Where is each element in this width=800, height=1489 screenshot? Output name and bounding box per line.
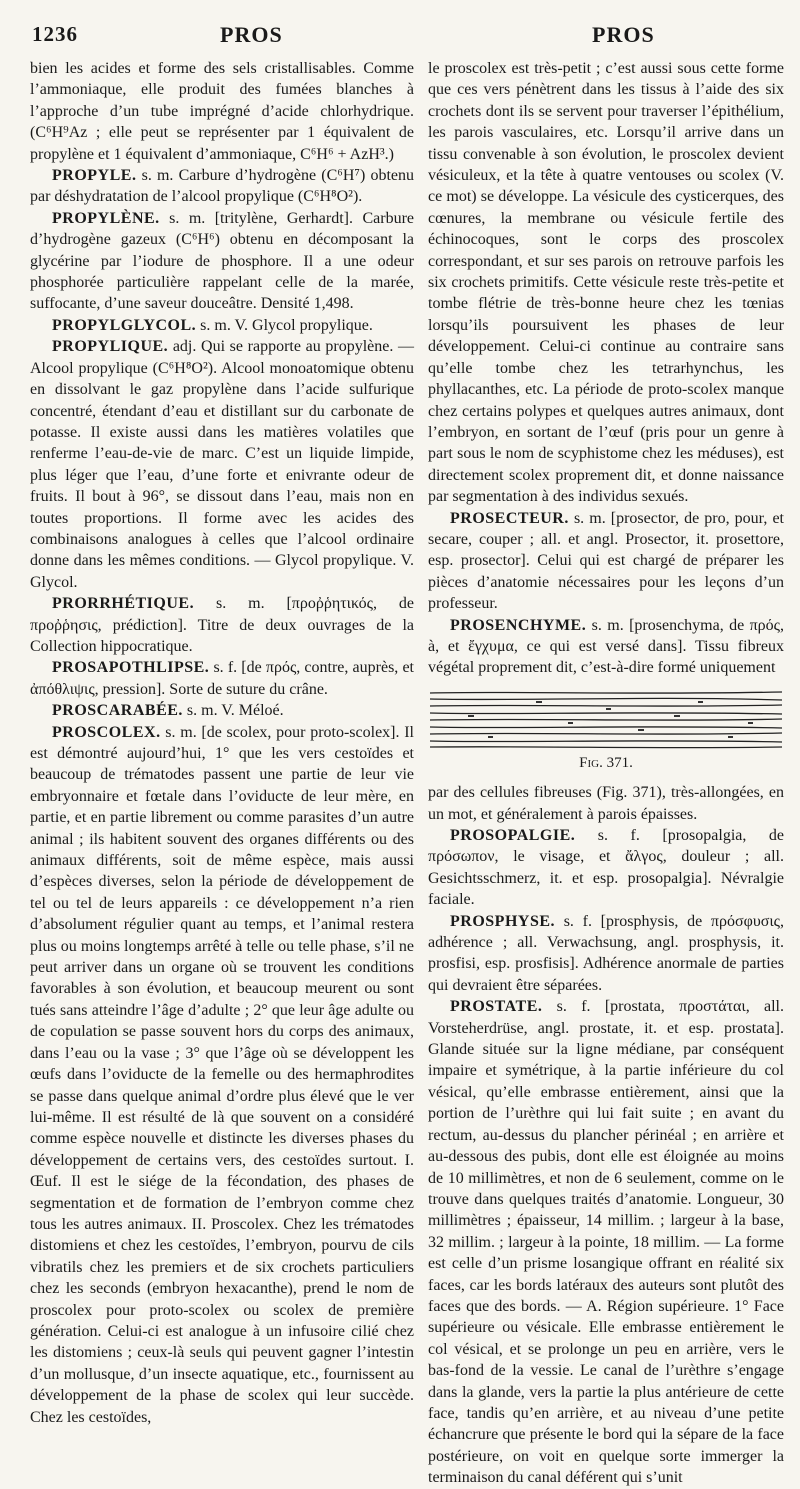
dictionary-entry: [30, 336, 414, 593]
dictionary-entry: [30, 165, 414, 208]
entry-headword: PROPYLE.: [52, 167, 137, 185]
entry-definition: s. f. [prosphysis, de πρόσφυσις, adhérence ; all. Verwachsung, angl. prosphysis, it. prosfisi, esp. prosfisis]. Adhérence anormale de parties qui devraient être séparées.: [428, 912, 784, 994]
entry-headword: PROSTATE.: [450, 998, 543, 1016]
dictionary-entry: [30, 722, 414, 1428]
dictionary-entry: [428, 996, 784, 1488]
dictionary-entry: [30, 208, 414, 315]
entry-headword: PROSENCHYME.: [450, 616, 587, 634]
running-head-left: PROS: [220, 22, 283, 47]
entry-headword: PROSCOLEX.: [52, 723, 161, 741]
right-column-bottom: [428, 782, 784, 1488]
dictionary-entry: [428, 508, 784, 615]
entry-headword: PRORRHÉTIQUE.: [52, 595, 195, 613]
entry-headword: PROPYLGLYCOL.: [52, 316, 197, 334]
entry-definition: s. m. [tritylène, Gerhardt]. Carbure d’hydrogène gazeux (C⁶H⁶) obtenu en décomposant la glycérine par l’iodure de phosphore. Il a une odeur phosphorée particulière rappelant celle de la marée, suffocante, d’une saveur douceâtre. Densité 1,498.: [30, 209, 414, 313]
entry-headword: PROSECTEUR.: [450, 509, 569, 527]
entry-headword: PROSCARABÉE.: [52, 702, 183, 720]
running-head-right: PROS: [592, 22, 655, 47]
figure-371: [428, 689, 784, 774]
continued-paragraph: par des cellules fibreuses (Fig. 371), très-allongées, en un mot, et généralement à parois épaisses.: [428, 784, 784, 823]
dictionary-entry: [428, 911, 784, 997]
entry-definition: s. m. [προῤῥητικός, de προῤῥησις, prédiction]. Titre de deux ouvrages de la Collection hippocratique.: [30, 595, 414, 655]
entry-definition: adj. Qui se rapporte au propylène. —Alcool propylique (C⁶H⁸O²). Alcool monoatomique obtenu en dissolvant le gaz propylène dans l’acide sulfurique concentré, étendant d’eau et distillant sur du carbonate de potasse. Il existe aussi dans les matières volatiles que renferme l’eau-de-vie de marc. C’est un liquide limpide, plus léger que l’eau, d’une forte et enivrante odeur de fruits. Il bout à 96°, se dissout dans l’eau, mais non en toutes proportions. Il forme avec les acides des combinaisons analogues à celles que l’alcool ordinaire donne dans les mêmes conditions. — Glycol propylique. V. Glycol.: [30, 338, 414, 591]
entry-headword: PROSOPALGIE.: [450, 827, 576, 844]
continued-paragraph: le proscolex est très-petit ; c’est aussi sous cette forme que ces vers pénètrent dans les tissus à l’aide des six crochets dont ils se servent pour traverser l’épithélium, les parois vasculaires, etc. Lorsqu’il arrive dans un tissu convenable à son évolution, le proscolex devient vésiculeux, et la tête à quatre ventouses ou scolex (V. ce mot) se développe. La vésicule des cysticerques, des cœnures, la membrane ou vésicule fertile des échinocoques, sont le corps des proscolex correspondant, et sur ses parois on retrouve parfois les six crochets primitifs. Cette vésicule reste très-petite et tombe flétrie de très-bonne heure chez les tœnias lorsqu’ils poursuivent les phases de leur développement. Celui-ci continue au contraire sans qu’elle tombe chez les tetrarhynchus, les phyllacanthes, etc. La période de proto-scolex manque chez certains polypes et quelques autres animaux, dont l’embryon, en sortant de l’œuf (pris pour un genre à part sous le nom de scyphistome chez les méduses), est directement scolex proprement dit, et donne naissance par segmentation à des individus sexués.: [428, 60, 784, 506]
dictionary-entry: [30, 315, 414, 336]
entry-headword: PROPYLÈNE.: [52, 209, 160, 227]
dictionary-entry: [30, 700, 414, 721]
dictionary-entry: [428, 825, 784, 911]
dictionary-entry: [30, 657, 414, 700]
dictionary-entry: [30, 593, 414, 657]
entry-definition: s. m. V. Méloé.: [182, 702, 284, 720]
entry-definition: s. m. Carbure d’hydrogène (C⁶H⁷) obtenu par déshydratation de l’alcool propylique (C⁶H⁸O²).: [30, 167, 414, 206]
entry-headword: PROPYLIQUE.: [52, 338, 169, 356]
entry-definition: s. m. [prosenchyma, de πρός, à, et ἔγχυμα, ce qui est versé dans]. Tissu fibreux végétal proprement dit, c’est-à-dire formé uniquement: [428, 616, 784, 677]
entry-headword: PROSAPOTHLIPSE.: [52, 659, 210, 677]
entry-definition: s. f. [de πρός, contre, auprès, et ἀπόθλιψις, pression]. Sorte de suture du crâne.: [30, 659, 414, 698]
entry-definition: s. f. [prostata, προστάται, all. Vorsteherdrüse, angl. prostate, it. et esp. prostata]. Glande située sur la ligne médiane, par conséquent impaire et symétrique, à la partie inférieure du col vésical, qu’elle embrasse entièrement, ainsi que la portion de l’urèthre qui lui fait suite ; en avant du rectum, au-dessus du plancher périnéal ; en arrière et au-dessous des pubis, dont elle est éloignée au moins de 10 millimètres, et non de 6 seulement, comme on le trouve dans quelques traités d’anatomie. Longueur, 30 millimètres ; épaisseur, 14 millim. ; largeur à la base, 32 millim. ; largeur à la pointe, 18 millim. — La forme est celle d’un prisme losangique offrant en réalité six faces, car les bords latéraux des auteurs sont plutôt des faces que des bords. — A. Région supérieure. 1° Face supérieure ou vésicale. Elle embrasse entièrement le col vésical, et se prolonge un peu en arrière, vers le bas-fond de la vessie. Le canal de l’urèthre s’engage dans la glande, vers la partie la plus antérieure de cette face, tandis qu’en arrière, et au niveau d’une petite échancrure que présente le bord qui la sépare de la face postérieure, on voit en quelque sorte immerger la terminaison du canal déférent qui s’unit: [428, 998, 784, 1487]
dictionary-entry: [428, 615, 784, 679]
entry-definition: s. m. V. Glycol propylique.: [196, 316, 373, 334]
entry-headword: PROSPHYSE.: [450, 912, 556, 930]
figure-caption: Fig. 371.: [579, 754, 633, 771]
right-column-top: [428, 58, 784, 679]
entry-definition: s. m. [de scolex, pour proto-scolex]. Il est démontré aujourd’hui, 1° que les vers cestoïdes et beaucoup de trématodes passent une partie de leur vie embryonnaire et fœtale dans l’oviducte de leur mère, en partie, et en partie librement ou comme parasites d’un autre animal ; ils habitent souvent des organes différents ou des animaux différents, soit de même espèce, mais aussi d’espèces diverses, selon la période de développement de tel ou tel de leurs appareils : ce développement n’a rien d’absolument régulier quant au temps, et l’animal restera plus ou moins longtemps arrêté à telle ou telle phase, s’il ne peut arriver dans un organe où se trouvent les conditions favorables à son évolution, et beaucoup meurent ou sont tués sans atteindre l’âge d’adulte ; 2° que leur âge adulte ou de copulation se passe souvent hors du corps des animaux, dans l’eau ou la vase ; 3° que l’âge où se développent les œufs dans l’oviducte de la femelle ou des hermaphrodites se passe dans quelque animal d’ordre plus élevé que le ver lui-même. Il est résulté de là que souvent on a considéré comme espèce nouvelle et distincte les diverses phases du développement de certains vers, des cestoïdes surtout. I. Œuf. Il est le siége de la fécondation, des phases de segmentation et de formation de l’embryon comme chez tous les autres animaux. II. Proscolex. Chez les trématodes distomiens et chez les cestoïdes, l’embryon, pourvu de cils vibratils chez les premiers et de six crochets particuliers chez les seconds (embryon hexacanthe), prend le nom de proscolex pour proto-scolex ou scolex de première génération. Celui-ci est analogue à un infusoire cilié chez les distomiens ; ceux-là seuls qui peuvent gagner l’intestin d’un mollusque, d’un insecte aquatique, etc., fournissent au développement de la phase de scolex qui leur succède. Chez les cestoïdes,: [30, 723, 414, 1426]
continued-paragraph: bien les acides et forme des sels cristallisables. Comme l’ammoniaque, elle produit des fumées blanches à l’approche d’un tube imprégné d’acide chlorhydrique. (C⁶H⁹Az ; elle peut se représenter par 1 équivalent de propylène et 1 équivalent d’ammoniaque, C⁶H⁶ + AzH³.): [30, 60, 414, 163]
fibrous-tissue-illustration: [428, 689, 784, 751]
left-column: [30, 58, 414, 1426]
entry-definition: s. m. [prosector, de pro, pour, et secare, couper ; all. et angl. Prosector, it. prosettore, esp. prosector]. Celui qui est chargé de préparer les pièces d’anatomie nécessaires pour les leçons d’un professeur.: [428, 509, 784, 613]
page-number: 1236: [32, 22, 78, 46]
right-column: [428, 58, 784, 1487]
page-header: [32, 22, 782, 48]
entry-definition: s. f. [prosopalgia, de πρόσωπον, le visage, et ἄλγος, douleur ; all. Gesichtsschmerz, it. et esp. prosopalgia]. Névralgie faciale.: [428, 827, 784, 909]
